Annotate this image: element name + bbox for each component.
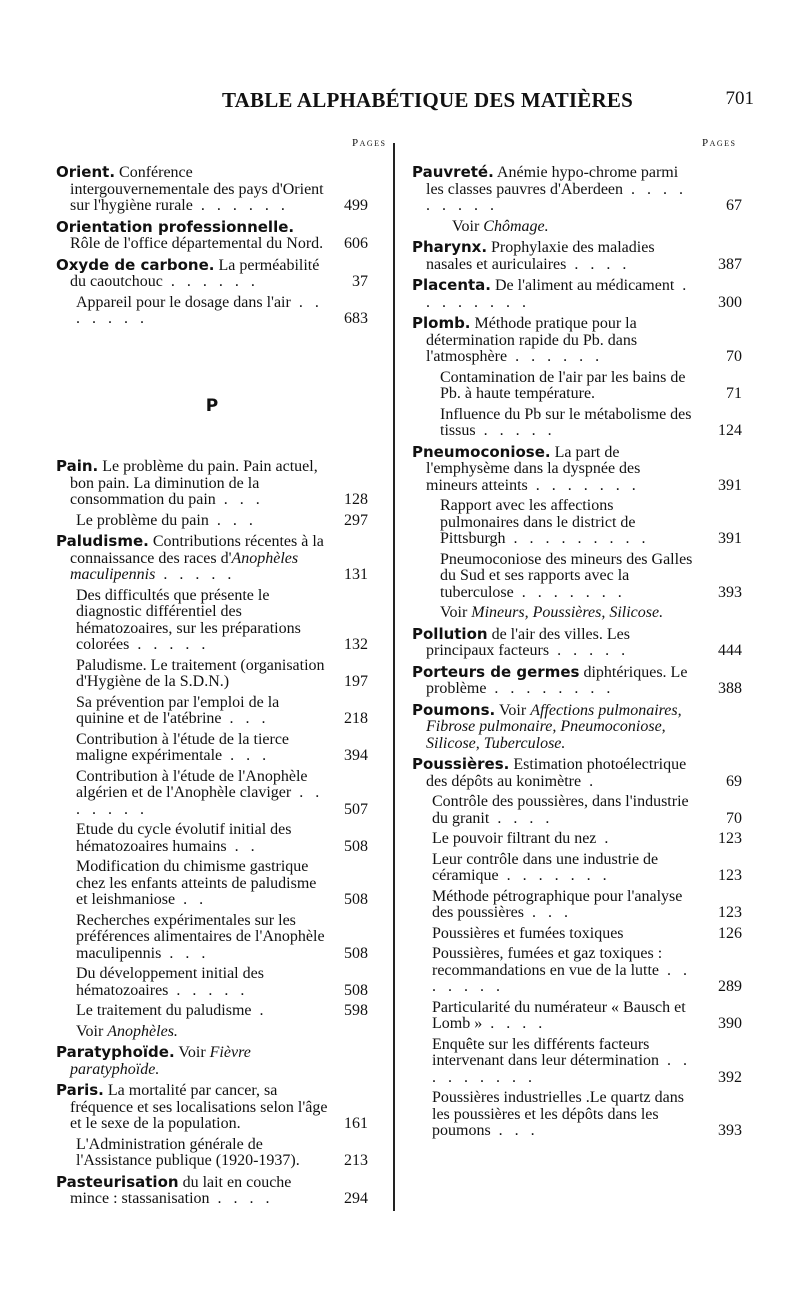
entry-heading: Pasteurisation bbox=[56, 1172, 179, 1191]
subentry-text: Sa prévention par l'emploi de la quinine et de l'atébrine bbox=[76, 693, 280, 727]
index-subentry: L'Administration générale de l'Assistance publique (1920-1937). 213 bbox=[76, 1135, 368, 1169]
page-ref: 218 bbox=[344, 710, 368, 727]
see-reference: Chômage. bbox=[483, 217, 549, 235]
index-subentry: Sa prévention par l'emploi de la quinine et de l'atébrine . . . 218 bbox=[76, 693, 368, 727]
subentry-text: Enquête sur les différents facteurs intervenant dans leur détermination bbox=[432, 1035, 660, 1069]
see-word: Voir bbox=[76, 1022, 104, 1040]
subentry-text: Du développement initial des hématozoaires bbox=[76, 965, 264, 999]
page-ref: 123 bbox=[718, 867, 742, 884]
page-ref: 394 bbox=[344, 747, 368, 764]
entry-text: de l'air des villes. Les principaux facteurs bbox=[426, 625, 630, 659]
index-subentry: Contribution à l'étude de l'Anophèle algérien et de l'Anophèle claviger . . . . . . . 507 bbox=[76, 767, 368, 818]
see-reference: Anophèles. bbox=[107, 1022, 178, 1040]
page-ref: 499 bbox=[344, 197, 368, 214]
column-divider bbox=[393, 143, 395, 1211]
index-entry: Pharynx. Prophylaxie des maladies nasales et auriculaires . . . . 387 bbox=[412, 238, 742, 273]
index-subentry: Contribution à l'étude de la tierce maligne expérimentale . . . 394 bbox=[76, 730, 368, 764]
index-subentry: Le traitement du paludisme . 598 bbox=[76, 1002, 368, 1019]
index-subentry: Poussières industrielles .Le quartz dans les poussières et les dépôts dans les poumons . . . 393 bbox=[432, 1089, 742, 1139]
index-entry bbox=[56, 1044, 368, 1078]
subentry-text: Particularité du numérateur « Bausch et Lomb » bbox=[432, 998, 686, 1032]
index-subentry: Le problème du pain . . . 297 bbox=[76, 511, 368, 529]
index-subentry: Du développement initial des hématozoaires . . . . . 508 bbox=[76, 965, 368, 999]
index-entry: Plomb. Méthode pratique pour la détermination rapide du Pb. dans l'atmosphère . . . . . . 70 bbox=[412, 314, 742, 365]
index-subentry: Modification du chimisme gastrique chez les enfants atteints de paludisme et leishmaniose . . 508 bbox=[76, 858, 368, 908]
page-ref: 67 bbox=[726, 197, 742, 214]
subentry-text: Poussières industrielles .Le quartz dans les poussières et les dépôts dans les poumons bbox=[432, 1089, 684, 1139]
subentry-text: Méthode pétrographique pour l'analyse des poussières bbox=[432, 887, 683, 921]
subentry-text: Le problème du pain bbox=[76, 511, 209, 529]
index-subentry: Contrôle des poussières, dans l'industrie du granit . . . . 70 bbox=[432, 793, 742, 827]
page-ref: 70 bbox=[726, 809, 742, 827]
section-letter: P bbox=[205, 395, 219, 416]
subentry-text: Modification du chimisme gastrique chez les enfants atteints de paludisme et leishmaniose bbox=[76, 858, 317, 908]
subentry-text: Contrôle des poussières, dans l'industrie du granit bbox=[432, 793, 689, 827]
entry-text: Conférence intergouvernementale des pays d'Orient sur l'hygiène rurale bbox=[70, 164, 324, 214]
entry-text: Méthode pratique pour la détermination rapide du Pb. dans l'atmosphère bbox=[426, 315, 638, 365]
page-ref: 294 bbox=[344, 1190, 368, 1207]
page-ref: 508 bbox=[344, 891, 368, 908]
index-subentry: Contamination de l'air par les bains de Pb. à haute température. 71 bbox=[440, 368, 742, 402]
index-subentry: Rapport avec les affections pulmonaires dans le district de Pittsburgh . . . . . . . . . 391 bbox=[440, 497, 742, 547]
entry-heading: Pneumoconiose. bbox=[412, 442, 551, 461]
page-ref: 126 bbox=[718, 924, 742, 942]
index-subentry bbox=[412, 926, 742, 943]
subentry-text: Poussières, fumées et gaz toxiques : recommandations en vue de la lutte bbox=[432, 945, 663, 979]
subentry-text: Influence du Pb sur le métabolisme des tissus bbox=[440, 405, 692, 439]
index-entry: Placenta. De l'aliment au médicament . . . . . . . . 300 bbox=[412, 276, 742, 311]
index-subentry: Appareil pour le dosage dans l'air . . . . . . . 683 bbox=[76, 293, 368, 327]
index-entry: Poussières. Estimation photoélectrique des dépôts au konimètre . 69 bbox=[412, 755, 742, 790]
page-ref: 69 bbox=[726, 772, 742, 790]
index-see-also bbox=[412, 219, 742, 236]
entry-heading: Pain. bbox=[56, 457, 99, 475]
see-word: Voir bbox=[440, 604, 468, 621]
subentry-text: Le traitement du paludisme bbox=[76, 1002, 252, 1019]
index-subentry: Poussières, fumées et gaz toxiques : recommandations en vue de la lutte . . . . . . . 289 bbox=[432, 945, 742, 995]
index-see-also bbox=[56, 1024, 368, 1041]
subentry-text: Contribution à l'étude de la tierce maligne expérimentale bbox=[76, 730, 290, 764]
page-ref: 128 bbox=[344, 491, 368, 508]
right-column bbox=[412, 164, 742, 1144]
pages-column-label-right: Pages bbox=[702, 137, 737, 149]
see-word: Voir bbox=[452, 217, 480, 235]
index-subentry: Pneumoconiose des mineurs des Galles du Sud et ses rapports avec la tuberculose . . . . . . . 393 bbox=[440, 550, 742, 601]
entry-heading: Paris. bbox=[56, 1081, 104, 1099]
entry-text: diphtériques. Le problème bbox=[426, 663, 688, 697]
left-column bbox=[56, 164, 368, 1212]
page-ref: 289 bbox=[718, 978, 742, 995]
entry-heading: Orientation professionnelle. bbox=[56, 217, 295, 236]
page-ref: 70 bbox=[726, 348, 742, 365]
entry-heading: Pauvreté. bbox=[412, 163, 494, 181]
index-entry: Orient. Conférence intergouvernementale des pays d'Orient sur l'hygiène rurale . . . . . . 499 bbox=[56, 163, 368, 214]
page-ref: 131 bbox=[344, 566, 368, 583]
index-entry: Porteurs de germes diphtériques. Le problème . . . . . . . . 388 bbox=[412, 662, 742, 697]
index-subentry: Recherches expérimentales sur les préférences alimentaires de l'Anophèle maculipennis . . . 508 bbox=[76, 911, 368, 962]
entry-heading: Poumons. bbox=[412, 700, 496, 719]
page-ref: 598 bbox=[344, 1002, 368, 1019]
entry-text: Le problème du pain. Pain actuel, bon pain. La diminution de la consommation du pain bbox=[70, 458, 318, 508]
entry-text: Estimation photoélectrique des dépôts au konimètre bbox=[426, 756, 687, 790]
pages-column-label-left: Pages bbox=[352, 137, 387, 149]
page-ref: 392 bbox=[718, 1068, 742, 1086]
page-ref: 123 bbox=[718, 830, 742, 847]
page-ref: 197 bbox=[344, 673, 368, 690]
subentry-text: Rapport avec les affections pulmonaires dans le district de Pittsburgh bbox=[440, 497, 636, 547]
page-ref: 393 bbox=[718, 1122, 742, 1139]
page-ref: 161 bbox=[344, 1115, 368, 1132]
index-entry: Pneumoconiose. La part de l'emphysème dans la dyspnée des mineurs atteints . . . . . . . 391 bbox=[412, 442, 742, 494]
index-entry: Oxyde de carbone. La perméabilité du caoutchouc . . . . . . 37 bbox=[56, 255, 368, 290]
page-ref: 300 bbox=[718, 293, 742, 311]
index-subentry bbox=[56, 658, 368, 691]
entry-heading: Pharynx. bbox=[412, 238, 488, 256]
see-reference: Mineurs, Poussières, Silicose. bbox=[471, 604, 664, 621]
subentry-text: Recherches expérimentales sur les préférences alimentaires de l'Anophèle maculipennis bbox=[76, 911, 325, 962]
entry-text: Rôle de l'office départemental du Nord bbox=[70, 235, 320, 252]
index-entry: Orientation professionnelle. Rôle de l'office départemental du Nord. 606 bbox=[56, 217, 368, 252]
entry-heading: Oxyde de carbone. bbox=[56, 255, 215, 274]
entry-text: Anémie hypo-chrome parmi les classes pauvres d'Aberdeen bbox=[426, 164, 679, 198]
index-entry: Pain. Le problème du pain. Pain actuel, bon pain. La diminution de la consommation du pain . . . 128 bbox=[56, 457, 368, 508]
entry-text: La mortalité par cancer, sa fréquence et ses localisations selon l'âge et le sexe de la population bbox=[70, 1082, 328, 1132]
index-entry: Pasteurisation du lait en couche mince : stassanisation . . . . 294 bbox=[56, 1172, 368, 1207]
index-subentry: Enquête sur les différents facteurs intervenant dans leur détermination . . . . . . . . . 392 bbox=[432, 1035, 742, 1086]
subentry-text: Contribution à l'étude de l'Anophèle algérien et de l'Anophèle claviger bbox=[76, 767, 308, 801]
subentry-text: Des difficultés que présente le diagnostic différentiel des hématozoaires, sur les préparations colorées bbox=[76, 586, 301, 653]
entry-heading: Plomb. bbox=[412, 314, 471, 332]
subentry-text: Contamination de l'air par les bains de Pb. à haute température bbox=[440, 368, 686, 402]
page-ref: 508 bbox=[344, 981, 368, 999]
subentry-text: L'Administration générale de l'Assistance publique (1920-1937) bbox=[76, 1135, 296, 1169]
index-subentry: Des difficultés que présente le diagnostic différentiel des hématozoaires, sur les préparations colorées . . . . . 132 bbox=[76, 586, 368, 653]
entry-text: La perméabilité du caoutchouc bbox=[70, 256, 320, 290]
page-ref: 124 bbox=[718, 422, 742, 439]
see-reference: Affections pulmonaires, Fibrose pulmonaire, Pneumoconiose, Silicose, Tuberculose. bbox=[426, 701, 682, 752]
index-subentry: Particularité du numérateur « Bausch et Lomb » . . . . 390 bbox=[432, 998, 742, 1032]
entry-text: Contributions récentes à la connaissance des races d' bbox=[70, 533, 324, 567]
page-ref: 606 bbox=[344, 235, 368, 252]
index-subentry: Le pouvoir filtrant du nez . 123 bbox=[432, 830, 742, 847]
page-ref: 391 bbox=[718, 476, 742, 494]
see-word: Voir bbox=[178, 1044, 206, 1061]
entry-text: du lait en couche mince : stassanisation bbox=[70, 1173, 292, 1207]
page-ref: 393 bbox=[718, 583, 742, 601]
index-subentry: Etude du cycle évolutif initial des hématozoaires humains . . 508 bbox=[76, 821, 368, 855]
page-ref: 444 bbox=[718, 642, 742, 659]
entry-heading: Pollution bbox=[412, 624, 488, 643]
index-subentry: Influence du Pb sur le métabolisme des tissus . . . . . 124 bbox=[440, 405, 742, 439]
entry-heading: Porteurs de germes bbox=[412, 662, 580, 681]
entry-text: La part de l'emphysème dans la dyspnée des mineurs atteints bbox=[426, 443, 641, 494]
page-ref: 213 bbox=[344, 1152, 368, 1169]
page-ref: 387 bbox=[718, 255, 742, 273]
subentry-text: Pneumoconiose des mineurs des Galles du Sud et ses rapports avec la tuberculose bbox=[440, 550, 693, 601]
page-ref: 123 bbox=[718, 904, 742, 921]
page-ref: 71 bbox=[726, 385, 742, 402]
entry-heading: Orient. bbox=[56, 163, 116, 181]
page-title: TABLE ALPHABÉTIQUE DES MATIÈRES bbox=[222, 88, 633, 112]
entry-italic: Anophèles maculipennis bbox=[70, 549, 299, 583]
page-ref: 508 bbox=[344, 837, 368, 855]
page-header bbox=[0, 88, 800, 120]
subentry-text: Etude du cycle évolutif initial des hématozoaires humains bbox=[76, 821, 292, 855]
page-ref: 388 bbox=[718, 680, 742, 697]
page-ref: 132 bbox=[344, 636, 368, 653]
entry-heading: Placenta. bbox=[412, 276, 491, 294]
entry-heading: Paludisme. bbox=[56, 532, 149, 550]
subentry-text: Appareil pour le dosage dans l'air bbox=[76, 293, 291, 311]
page-ref: 683 bbox=[344, 310, 368, 327]
index-subentry: Méthode pétrographique pour l'analyse des poussières . . . 123 bbox=[432, 887, 742, 921]
entry-text: Prophylaxie des maladies nasales et auriculaires bbox=[426, 239, 655, 273]
entry-heading: Paratyphoïde. bbox=[56, 1043, 175, 1061]
index-entry: Paludisme. Contributions récentes à la connaissance des races d'Anophèles maculipennis . . . . . 131 bbox=[56, 532, 368, 583]
subentry-text: Leur contrôle dans une industrie de céramique bbox=[432, 850, 659, 884]
page-ref: 297 bbox=[344, 511, 368, 529]
subentry-text: Poussières et fumées toxiques bbox=[432, 924, 624, 942]
index-entry bbox=[412, 702, 742, 753]
see-reference: Fièvre paratyphoïde. bbox=[70, 1044, 251, 1078]
see-word: Voir bbox=[498, 701, 527, 719]
entry-text: De l'aliment au médicament bbox=[495, 277, 675, 294]
index-entry: Pauvreté. Anémie hypo-chrome parmi les classes pauvres d'Aberdeen . . . . . . . . . 67 bbox=[412, 163, 742, 214]
subentry-text: Le pouvoir filtrant du nez bbox=[432, 830, 597, 847]
page-number: 701 bbox=[725, 88, 754, 109]
entry-heading: Poussières. bbox=[412, 755, 510, 773]
index-subentry: Leur contrôle dans une industrie de céramique . . . . . . . 123 bbox=[432, 850, 742, 884]
page-ref: 37 bbox=[352, 273, 368, 290]
index-see-also bbox=[412, 605, 742, 622]
page-ref: 391 bbox=[718, 530, 742, 547]
subentry-text: Paludisme. Le traitement (organisation d'Hygiène de la S.D.N.) bbox=[76, 656, 325, 690]
index-entry: Pollution de l'air des villes. Les principaux facteurs . . . . . 444 bbox=[412, 624, 742, 659]
page-ref: 507 bbox=[344, 800, 368, 818]
index-entry: Paris. La mortalité par cancer, sa fréquence et ses localisations selon l'âge et le sexe de la population. 161 bbox=[56, 1081, 368, 1132]
page-ref: 390 bbox=[718, 1015, 742, 1032]
page-ref: 508 bbox=[344, 944, 368, 962]
